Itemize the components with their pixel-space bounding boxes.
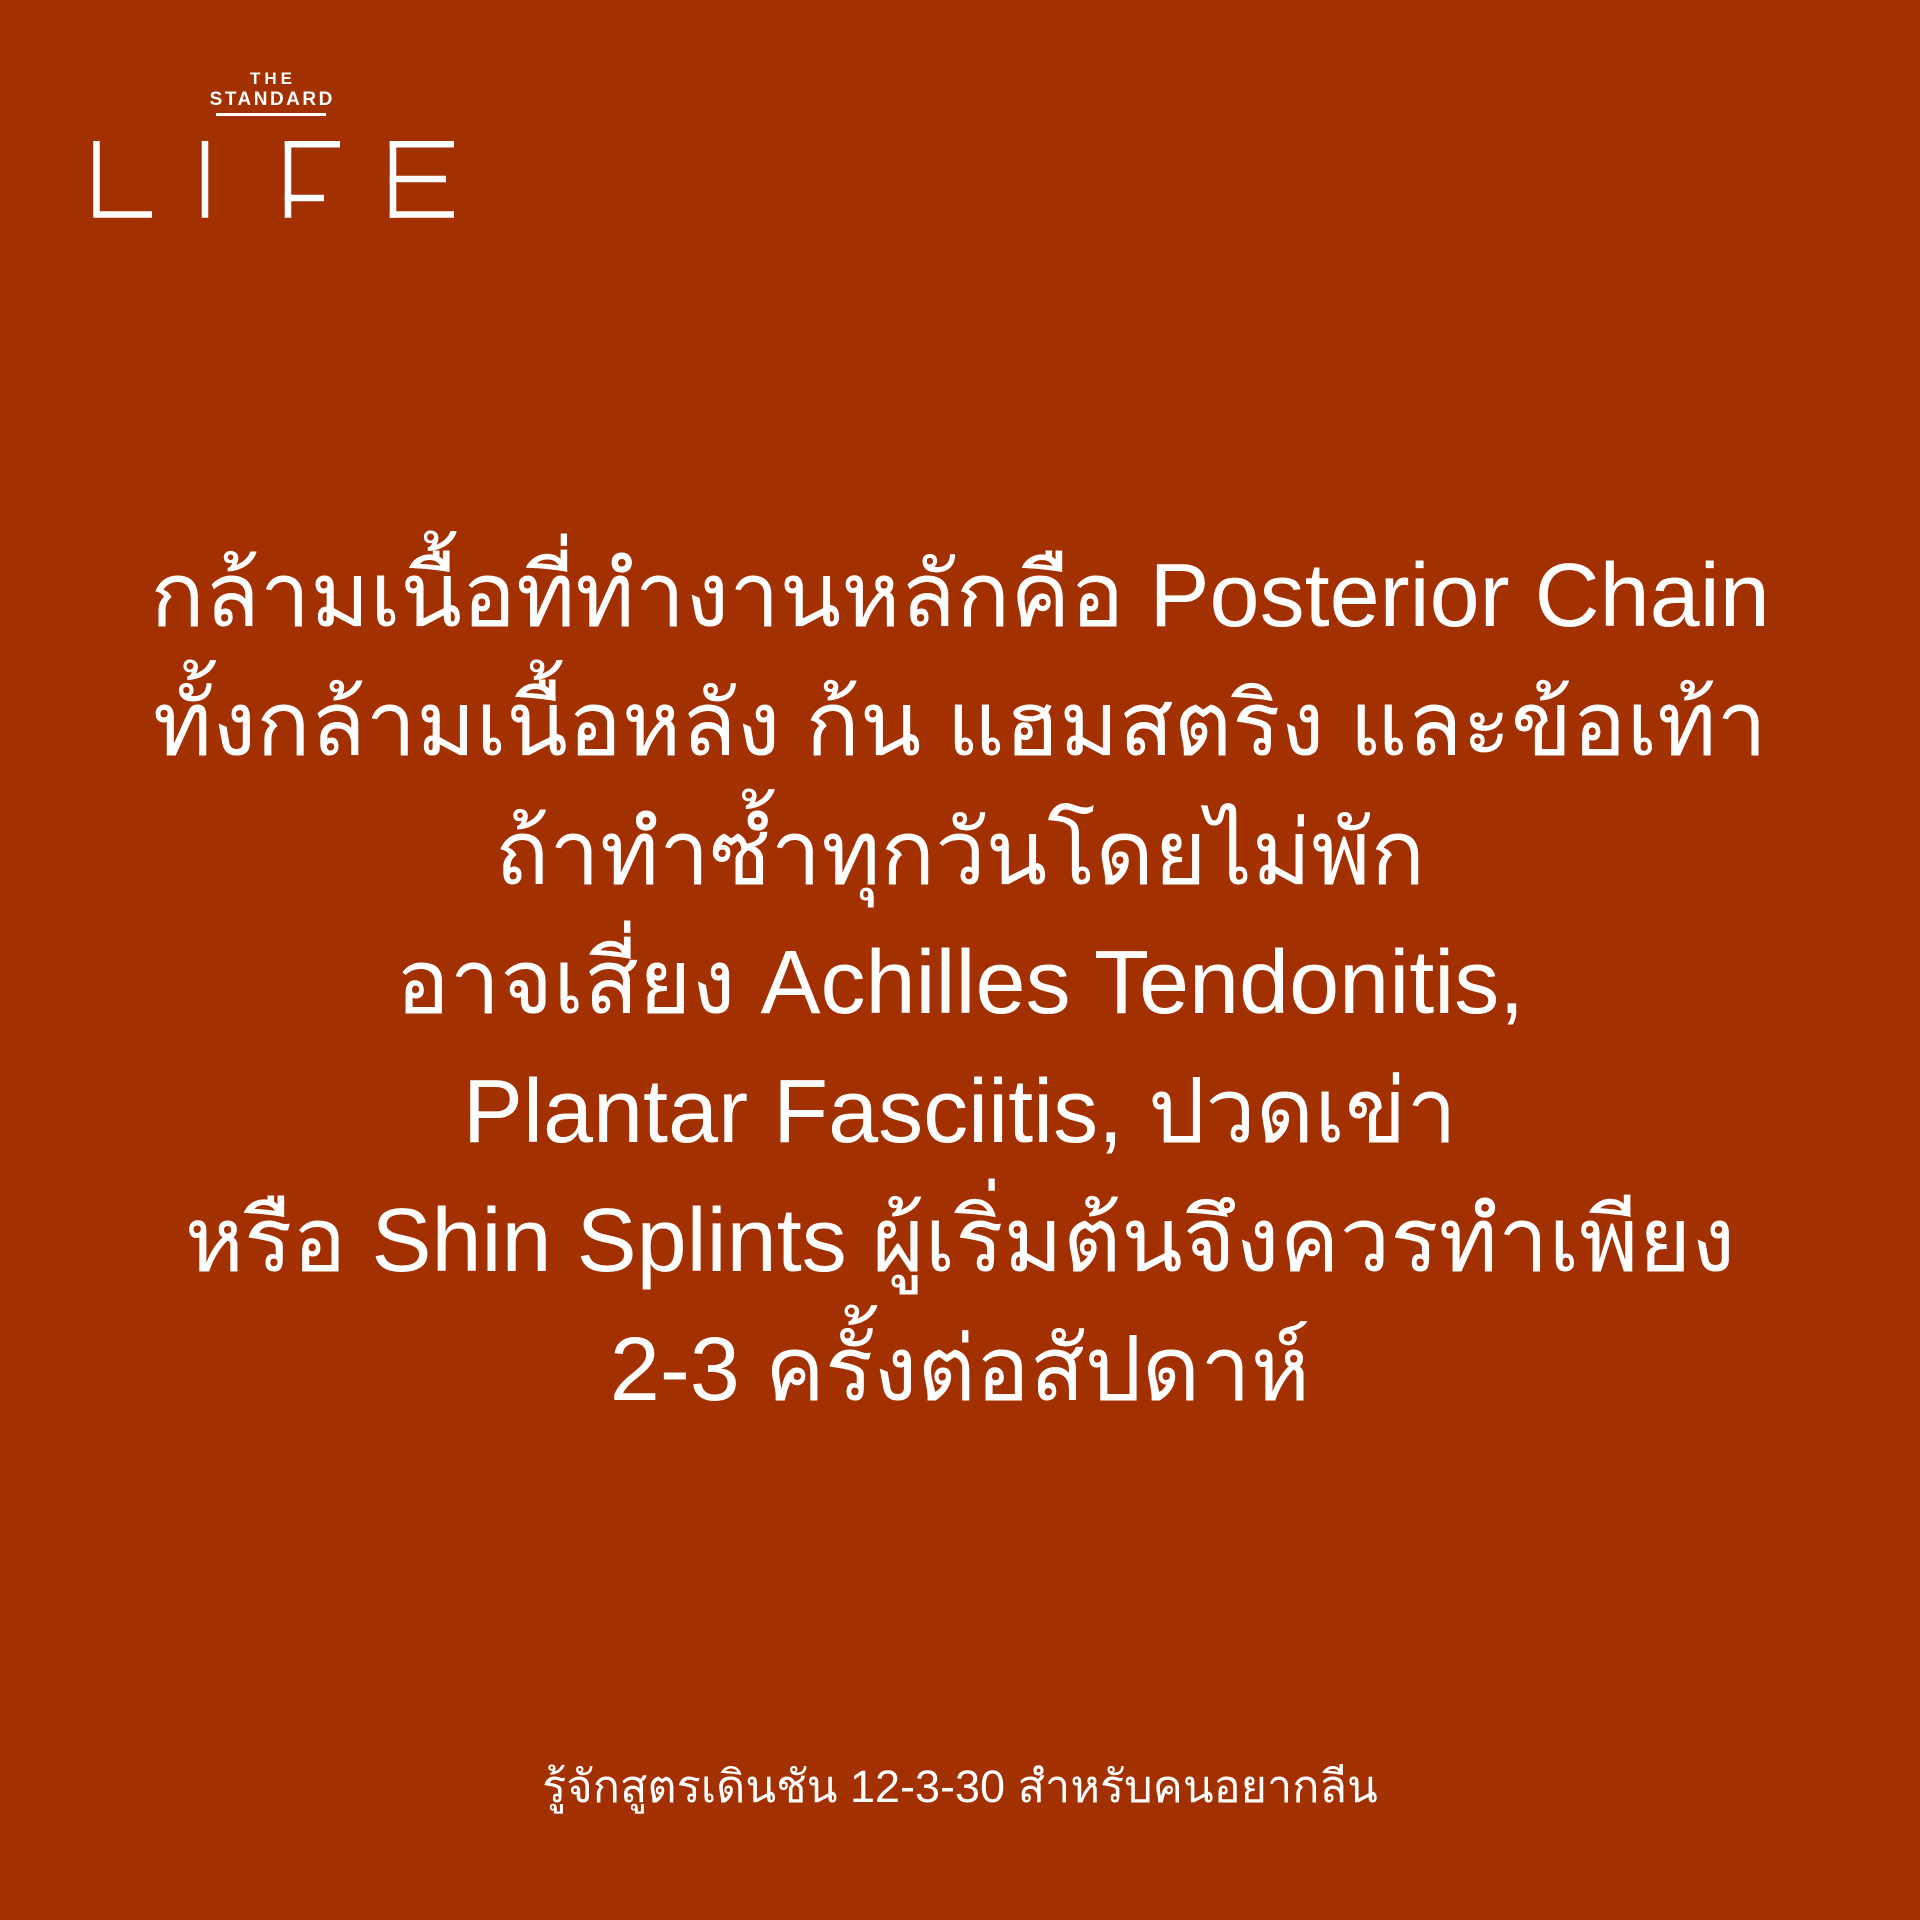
brand-the-label: THE <box>249 69 296 88</box>
the-standard-life-logo <box>88 70 454 221</box>
life-wordmark-icon <box>88 141 454 221</box>
headline-line: ทั้งกล้ามเนื้อหลัง ก้น แฮมสตริง และข้อเท้า <box>152 675 1768 775</box>
headline-line: 2-3 ครั้งต่อสัปดาห์ <box>609 1320 1311 1420</box>
brand-lockup <box>207 70 335 116</box>
headline-line: Plantar Fasciitis, ปวดเข่า <box>462 1062 1458 1162</box>
brand-standard-label: STANDARD <box>209 89 335 110</box>
headline-text-block <box>0 532 1920 1435</box>
headline-line: อาจเสี่ยง Achilles Tendonitis, <box>395 933 1525 1033</box>
footer-caption: รู้จักสูตรเดินชัน 12-3-30 สำหรับคนอยากลีน <box>542 1761 1378 1812</box>
headline-line: กล้ามเนื้อที่ทำงานหลักคือ Posterior Chain <box>150 546 1770 646</box>
headline-line: หรือ Shin Splints ผู้เริ่มต้นจึงควรทำเพียง <box>184 1191 1736 1291</box>
headline-line: ถ้าทำซ้ำทุกวันโดยไม่พัก <box>494 804 1426 904</box>
brand-underline <box>216 113 326 116</box>
